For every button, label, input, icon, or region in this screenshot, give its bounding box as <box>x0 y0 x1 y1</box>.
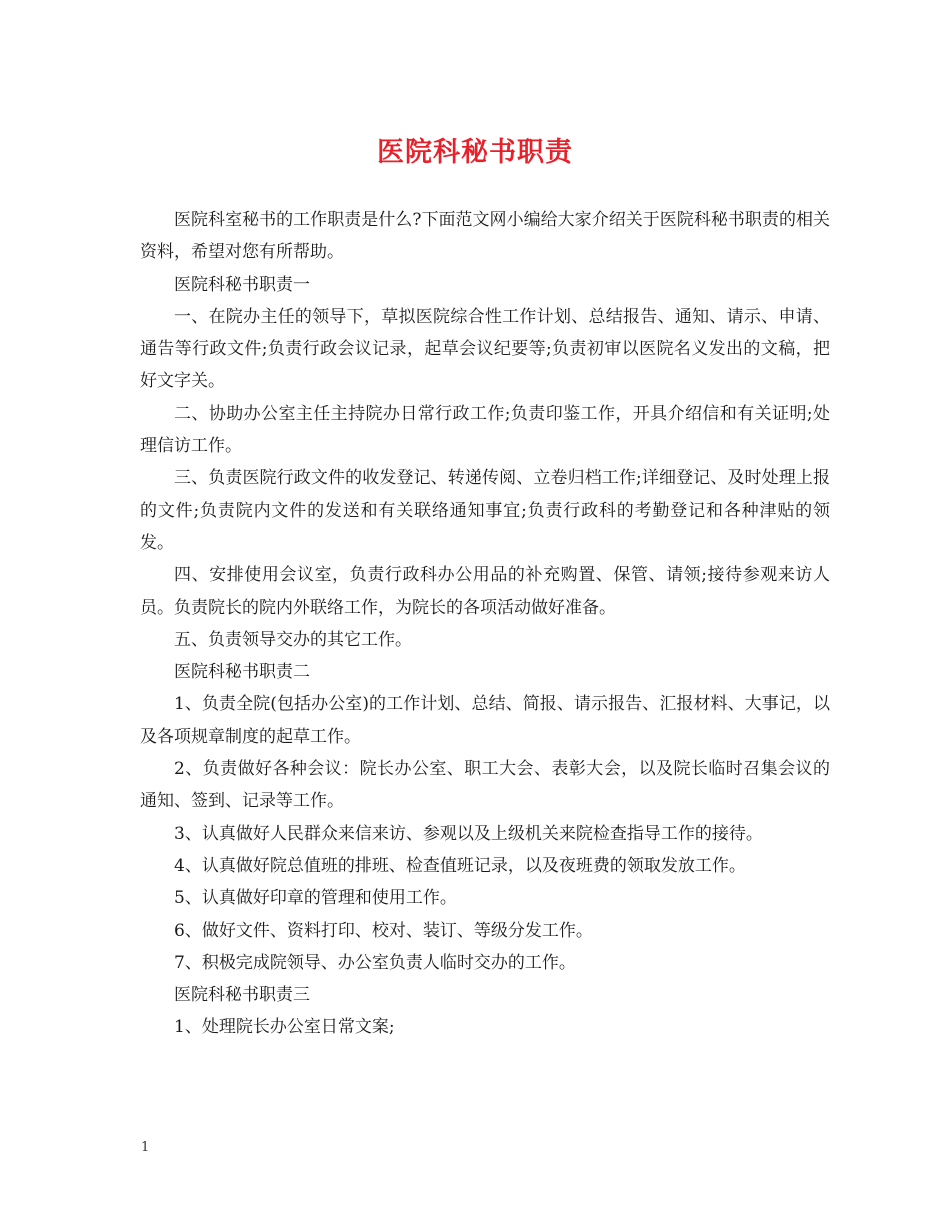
duty-paragraph: 4、认真做好院总值班的排班、检查值班记录，以及夜班费的领取发放工作。 <box>174 855 746 876</box>
document-title: 医院科秘书职责 <box>377 137 573 168</box>
section-heading-1: 医院科秘书职责一 <box>174 274 310 295</box>
duty-paragraph: 一、在院办主任的领导下，草拟医院综合性工作计划、总结报告、通知、请示、申请、通告等行政文件;负责行政会议记录，起草会议纪要等;负责初审以医院名义发出的文稿，把好文字关。 <box>140 306 830 392</box>
duty-paragraph: 2、负责做好各种会议：院长办公室、职工大会、表彰大会，以及院长临时召集会议的通知、签到、记录等工作。 <box>140 759 830 812</box>
duty-paragraph: 3、认真做好人民群众来信来访、参观以及上级机关来院检查指导工作的接待。 <box>174 823 763 844</box>
document-body <box>140 204 830 1044</box>
section-heading-2: 医院科秘书职责二 <box>174 662 310 683</box>
duty-paragraph: 7、积极完成院领导、办公室负责人临时交办的工作。 <box>174 952 576 973</box>
intro-paragraph: 医院科室秘书的工作职责是什么?下面范文网小编给大家介绍关于医院科秘书职责的相关资料，希望对您有所帮助。 <box>140 210 830 263</box>
duty-paragraph: 5、认真做好印章的管理和使用工作。 <box>174 888 457 909</box>
page-number: 1 <box>141 1140 150 1155</box>
duty-paragraph: 二、协助办公室主任主持院办日常行政工作;负责印鉴工作，开具介绍信和有关证明;处理信访工作。 <box>140 403 830 457</box>
duty-paragraph: 6、做好文件、资料打印、校对、装订、等级分发工作。 <box>174 920 593 941</box>
duty-paragraph: 三、负责医院行政文件的收发登记、转递传阅、立卷归档工作;详细登记、及时处理上报的文件;负责院内文件的发送和有关联络通知事宜;负责行政科的考勤登记和各种津贴的领发。 <box>140 468 830 553</box>
duty-paragraph: 五、负责领导交办的其它工作。 <box>174 629 412 650</box>
duty-paragraph: 1、处理院长办公室日常文案; <box>174 1017 395 1038</box>
section-heading-3: 医院科秘书职责三 <box>174 985 310 1006</box>
duty-paragraph: 四、安排使用会议室，负责行政科办公用品的补充购置、保管、请领;接待参观来访人员。负责院长的院内外联络工作，为院长的各项活动做好准备。 <box>140 565 830 618</box>
duty-paragraph: 1、负责全院(包括办公室)的工作计划、总结、简报、请示报告、汇报材料、大事记，以及各项规章制度的起草工作。 <box>140 694 830 747</box>
